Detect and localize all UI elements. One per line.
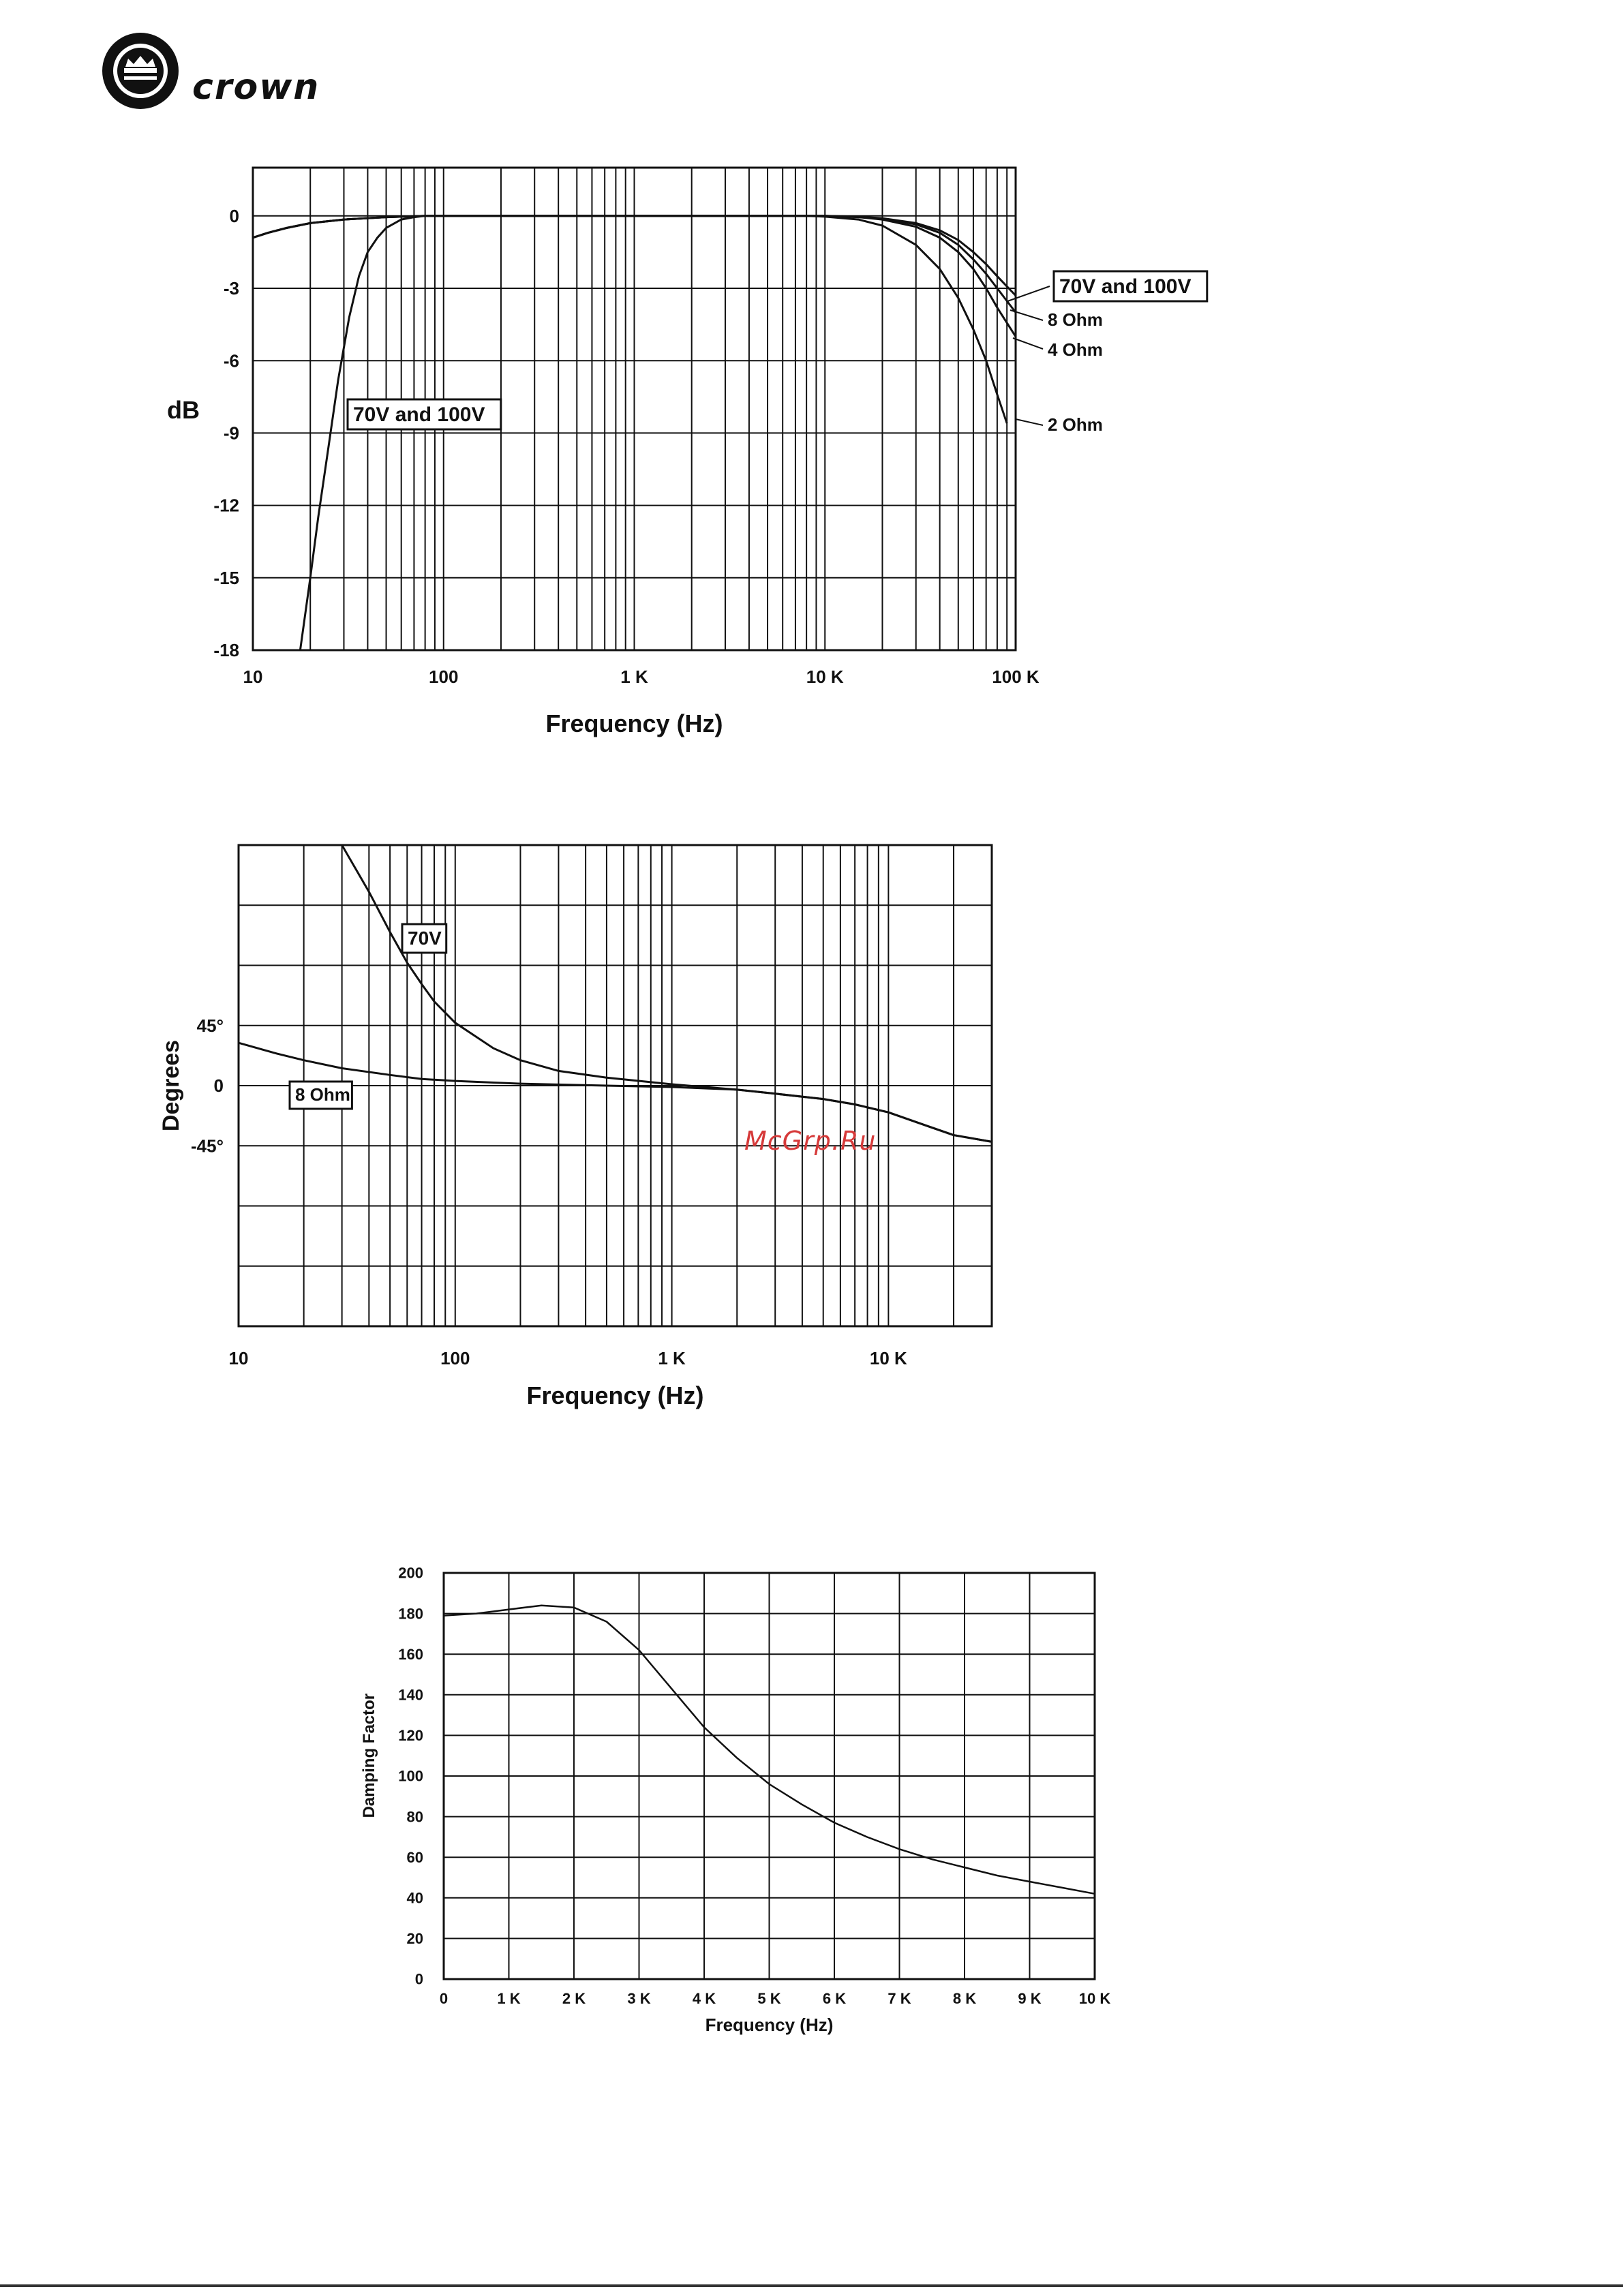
y-tick-label: -15 xyxy=(213,567,239,588)
x-tick-label: 9 K xyxy=(1018,1990,1042,2007)
watermark: McGrp.Ru xyxy=(744,1126,877,1156)
x-tick-label: 10 xyxy=(228,1348,249,1368)
y-tick-label: 200 xyxy=(398,1564,423,1582)
y-tick-label: -12 xyxy=(213,495,239,516)
x-tick-label: 3 K xyxy=(627,1990,651,2007)
y-tick-label: 140 xyxy=(398,1686,423,1704)
y-tick-label: 80 xyxy=(406,1808,423,1826)
y-tick-label: 0 xyxy=(213,1075,224,1097)
x-tick-label: 100 xyxy=(440,1348,470,1368)
footer-rule xyxy=(0,2284,1623,2287)
y-tick-label: 100 xyxy=(398,1767,423,1785)
callout-text: 70V and 100V xyxy=(1059,275,1192,298)
y-axis-label: Damping Factor xyxy=(360,1693,378,1818)
callout-text: 70V xyxy=(408,928,442,949)
x-tick-label: 10 K xyxy=(806,667,844,687)
x-tick-label: 8 K xyxy=(952,1990,977,2007)
y-tick-label: 45° xyxy=(196,1015,224,1036)
y-tick-label: 0 xyxy=(414,1970,423,1988)
y-tick-label: 0 xyxy=(229,205,239,226)
x-tick-label: 1 K xyxy=(658,1348,686,1368)
x-tick-label: 10 K xyxy=(869,1348,907,1368)
x-tick-label: 1 K xyxy=(497,1990,521,2007)
y-axis-label: Degrees xyxy=(158,1039,184,1132)
callout-text: 70V and 100V xyxy=(353,403,485,426)
y-tick-label: 40 xyxy=(406,1889,423,1907)
x-tick-label: 10 K xyxy=(1078,1990,1111,2007)
y-tick-label: -3 xyxy=(223,278,239,299)
y-tick-label: -9 xyxy=(223,423,239,444)
y-tick-label: 120 xyxy=(398,1727,423,1745)
x-tick-label: 100 K xyxy=(992,667,1040,687)
x-tick-label: 0 xyxy=(439,1990,449,2007)
y-tick-label: -6 xyxy=(223,350,239,371)
x-axis-label: Frequency (Hz) xyxy=(705,2015,834,2035)
y-tick-label: 180 xyxy=(398,1605,423,1623)
x-tick-label: 100 xyxy=(429,667,459,687)
x-tick-label: 4 K xyxy=(692,1990,716,2007)
y-tick-label: -45° xyxy=(191,1135,224,1157)
x-tick-label: 1 K xyxy=(620,667,648,687)
x-tick-label: 6 K xyxy=(822,1990,847,2007)
y-axis-label: dB xyxy=(167,396,200,425)
brand-name: crown xyxy=(192,67,320,108)
x-tick-label: 7 K xyxy=(888,1990,911,2007)
callout-text: 8 Ohm xyxy=(295,1084,350,1105)
x-axis-label: Frequency (Hz) xyxy=(545,709,723,737)
callout-text: 8 Ohm xyxy=(1048,309,1103,330)
y-tick-label: -18 xyxy=(213,640,239,661)
y-tick-label: 20 xyxy=(406,1930,423,1948)
x-tick-label: 5 K xyxy=(757,1990,781,2007)
callout-text: 2 Ohm xyxy=(1048,414,1103,435)
y-tick-label: 60 xyxy=(406,1848,423,1866)
x-axis-label: Frequency (Hz) xyxy=(526,1381,704,1409)
callout-text: 4 Ohm xyxy=(1048,339,1103,360)
x-tick-label: 2 K xyxy=(562,1990,586,2007)
x-tick-label: 10 xyxy=(243,667,263,687)
y-tick-label: 160 xyxy=(398,1645,423,1663)
